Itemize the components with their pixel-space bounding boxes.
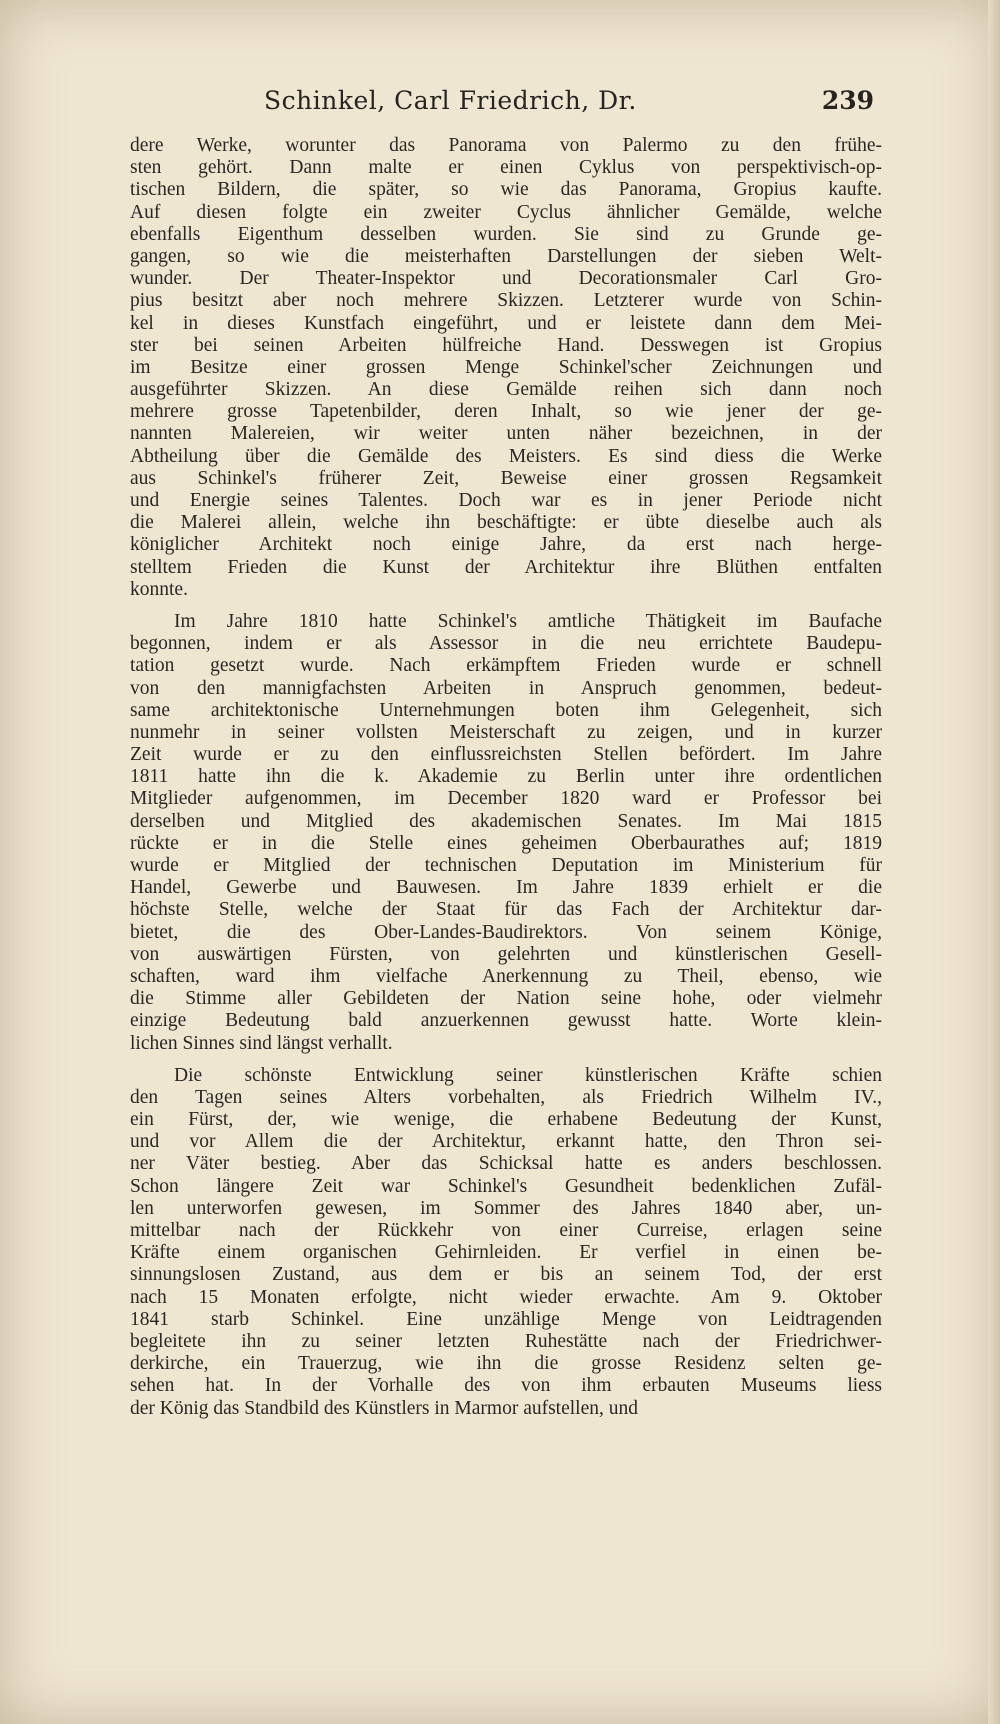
text-line: ausgeführter Skizzen. An diese Gemälde reihen sich dann noch bbox=[130, 379, 882, 401]
text-line: aus Schinkel's früherer Zeit, Beweise einer grossen Regsamkeit bbox=[130, 467, 882, 489]
running-head: Schinkel, Carl Friedrich, Dr. bbox=[264, 86, 637, 115]
text-line: königlicher Architekt noch einige Jahre, da erst nach herge- bbox=[130, 534, 882, 556]
text-line: sinnungslosen Zustand, aus dem er bis an seinem Tod, der erst bbox=[130, 1264, 882, 1286]
text-line: im Besitze einer grossen Menge Schinkel'scher Zeichnungen und bbox=[130, 356, 882, 378]
text-line: gangen, so wie die meisterhaften Darstellungen der sieben Welt- bbox=[130, 245, 882, 267]
text-line: Schon längere Zeit war Schinkel's Gesundheit bedenklichen Zufäl- bbox=[130, 1175, 882, 1197]
text-line: mehrere grosse Tapetenbilder, deren Inhalt, so wie jener der ge- bbox=[130, 401, 882, 423]
text-line: konnte. bbox=[130, 578, 188, 600]
text-line: nach 15 Monaten erfolgte, nicht wieder erwachte. Am 9. Oktober bbox=[130, 1286, 882, 1308]
text-line: und vor Allem die der Architektur, erkannt hatte, den Thron sei- bbox=[130, 1131, 882, 1153]
page-header bbox=[140, 86, 880, 130]
text-line: ein Fürst, der, wie wenige, die erhabene Bedeutung der Kunst, bbox=[130, 1109, 882, 1131]
text-line: same architektonische Unternehmungen boten ihm Gelegenheit, sich bbox=[130, 699, 882, 721]
body-text bbox=[130, 135, 882, 1430]
text-line: der König das Standbild des Künstlers in Marmor aufstellen, und bbox=[130, 1397, 638, 1419]
text-line: pius besitzt aber noch mehrere Skizzen. Letzterer wurde von Schin- bbox=[130, 290, 882, 312]
text-line: sten gehört. Dann malte er einen Cyklus von perspektivisch-op- bbox=[130, 157, 882, 179]
paragraph-3 bbox=[130, 1065, 882, 1420]
text-line: begonnen, indem er als Assessor in die neu errichtete Baudepu- bbox=[130, 633, 882, 655]
text-line: die Malerei allein, welche ihn beschäftigte: er übte dieselbe auch als bbox=[130, 512, 882, 534]
text-line: kel in dieses Kunstfach eingeführt, und er leistete dann dem Mei- bbox=[130, 312, 882, 334]
text-line: von auswärtigen Fürsten, von gelehrten und künstlerischen Gesell- bbox=[130, 943, 882, 965]
text-line: tation gesetzt wurde. Nach erkämpftem Frieden wurde er schnell bbox=[130, 655, 882, 677]
text-line: tischen Bildern, die später, so wie das Panorama, Gropius kaufte. bbox=[130, 179, 882, 201]
text-line: wurde er Mitglied der technischen Deputation im Ministerium für bbox=[130, 855, 882, 876]
text-line: mittelbar nach der Rückkehr von einer Curreise, erlagen seine bbox=[130, 1220, 882, 1241]
text-line: ster bei seinen Arbeiten hülfreiche Hand. Desswegen ist Gropius bbox=[130, 334, 882, 356]
text-line: Mitglieder aufgenommen, im December 1820 ward er Professor bei bbox=[130, 788, 882, 810]
text-line: rückte er in die Stelle eines geheimen Oberbaurathes auf; 1819 bbox=[130, 832, 882, 854]
text-line: derkirche, ein Trauerzug, wie ihn die grosse Residenz selten ge- bbox=[130, 1353, 882, 1375]
page-number: 239 bbox=[821, 86, 874, 115]
text-line: Im Jahre 1810 hatte Schinkel's amtliche Thätigkeit im Baufache bbox=[174, 610, 882, 632]
page-edge bbox=[988, 0, 1000, 1724]
text-line: Kräfte einem organischen Gehirnleiden. Er verfiel in einen be- bbox=[130, 1242, 882, 1264]
text-line: ebenfalls Eigenthum desselben wurden. Sie sind zu Grunde ge- bbox=[130, 223, 882, 245]
text-line: Handel, Gewerbe und Bauwesen. Im Jahre 1839 erhielt er die bbox=[130, 877, 882, 899]
text-line: Zeit wurde er zu den einflussreichsten Stellen befördert. Im Jahre bbox=[130, 744, 882, 766]
text-line: bietet, die des Ober-Landes-Baudirektors. Von seinem Könige, bbox=[130, 921, 882, 943]
text-line: 1841 starb Schinkel. Eine unzählige Menge von Leidtragenden bbox=[130, 1308, 882, 1330]
paragraph-1 bbox=[130, 135, 882, 601]
text-line: die Stimme aller Gebildeten der Nation seine hohe, oder vielmehr bbox=[130, 988, 882, 1010]
text-line: Abtheilung über die Gemälde des Meisters. Es sind diess die Werke bbox=[130, 445, 882, 467]
text-line: den Tagen seines Alters vorbehalten, als Friedrich Wilhelm IV., bbox=[130, 1086, 882, 1108]
text-line: Die schönste Entwicklung seiner künstlerischen Kräfte schien bbox=[174, 1064, 882, 1086]
text-line: derselben und Mitglied des akademischen Senates. Im Mai 1815 bbox=[130, 810, 882, 832]
text-line: höchste Stelle, welche der Staat für das Fach der Architektur dar- bbox=[130, 899, 882, 921]
text-line: len unterworfen gewesen, im Sommer des Jahres 1840 aber, un- bbox=[130, 1197, 882, 1219]
paragraph-2 bbox=[130, 611, 882, 1055]
text-line: stelltem Frieden die Kunst der Architektur ihre Blüthen entfalten bbox=[130, 556, 882, 578]
text-line: nunmehr in seiner vollsten Meisterschaft zu zeigen, und in kurzer bbox=[130, 721, 882, 743]
text-line: und Energie seines Talentes. Doch war es in jener Periode nicht bbox=[130, 490, 882, 511]
text-line: lichen Sinnes sind längst verhallt. bbox=[130, 1032, 393, 1054]
text-line: sehen hat. In der Vorhalle des von ihm erbauten Museums liess bbox=[130, 1375, 882, 1397]
text-line: von den mannigfachsten Arbeiten in Anspruch genommen, bedeut- bbox=[130, 677, 882, 699]
text-line: Auf diesen folgte ein zweiter Cyclus ähnlicher Gemälde, welche bbox=[130, 201, 882, 223]
text-line: 1811 hatte ihn die k. Akademie zu Berlin unter ihre ordentlichen bbox=[130, 766, 882, 788]
text-line: nannten Malereien, wir weiter unten näher bezeichnen, in der bbox=[130, 423, 882, 445]
text-line: ner Väter bestieg. Aber das Schicksal hatte es anders beschlossen. bbox=[130, 1153, 882, 1175]
text-line: schaften, ward ihm vielfache Anerkennung zu Theil, ebenso, wie bbox=[130, 965, 882, 987]
text-line: dere Werke, worunter das Panorama von Palermo zu den frühe- bbox=[130, 135, 882, 156]
text-line: begleitete ihn zu seiner letzten Ruhestätte nach der Friedrichwer- bbox=[130, 1330, 882, 1352]
text-line: wunder. Der Theater-Inspektor und Decorationsmaler Carl Gro- bbox=[130, 268, 882, 290]
text-line: einzige Bedeutung bald anzuerkennen gewusst hatte. Worte klein- bbox=[130, 1010, 882, 1032]
